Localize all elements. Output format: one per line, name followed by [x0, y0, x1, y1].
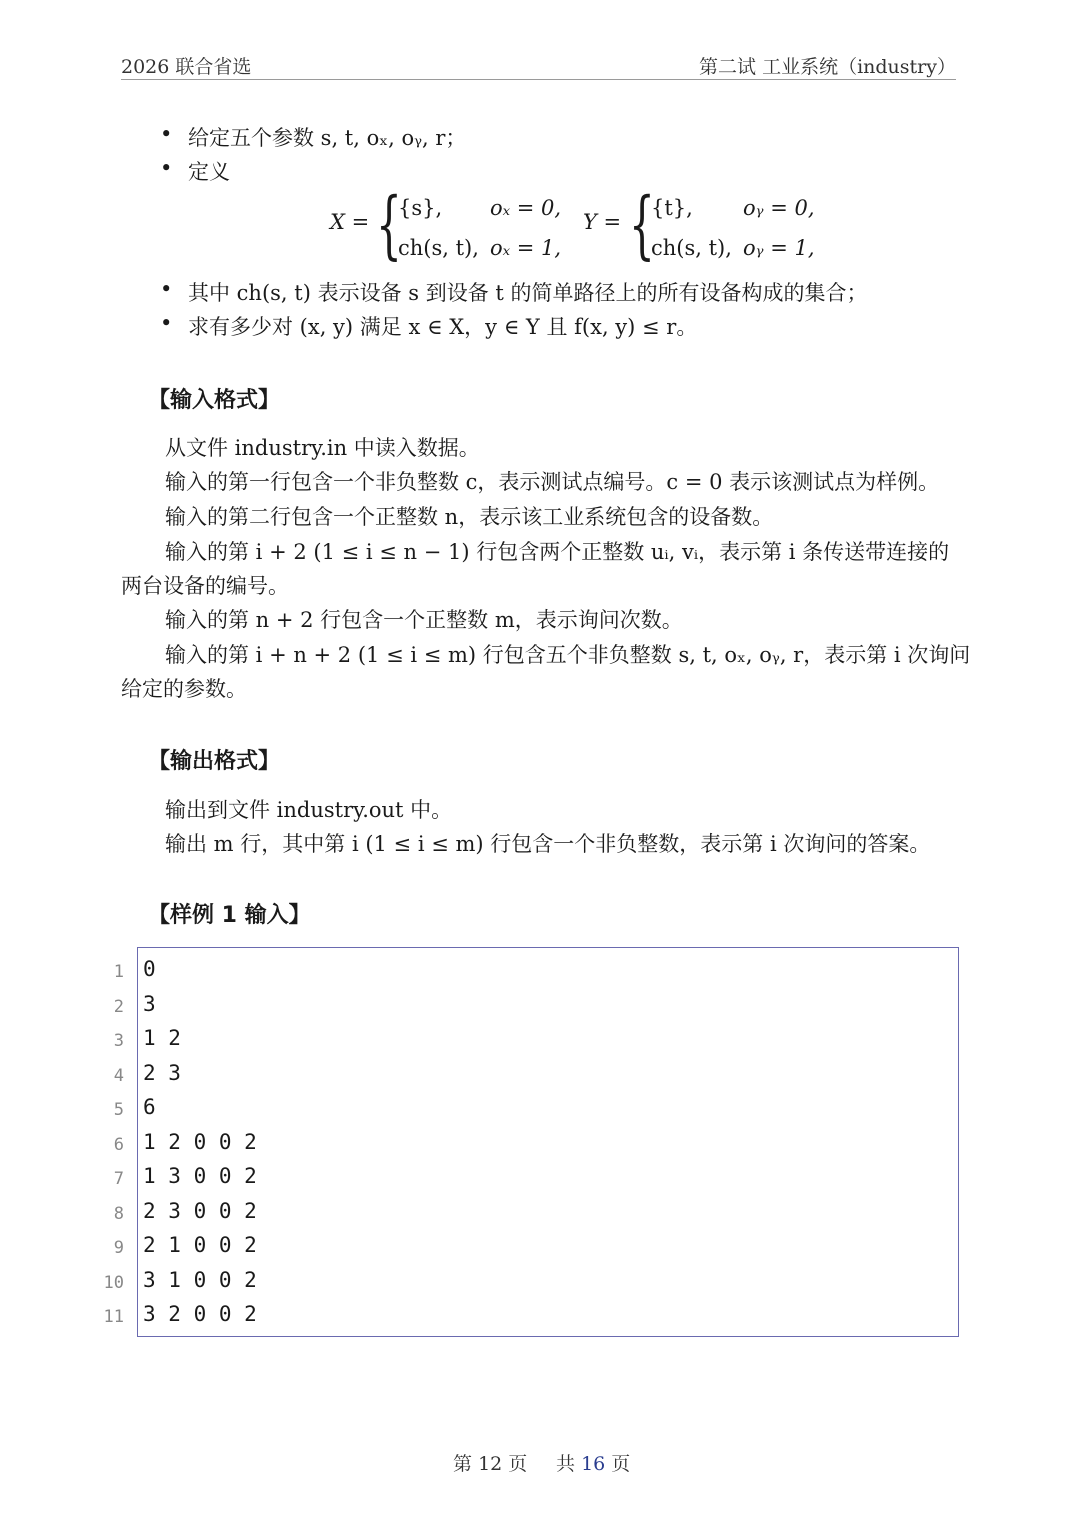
- sample-input-title: 【样例 1 输入】: [148, 903, 311, 928]
- code-line: 3 2 0 0 2: [143, 1302, 257, 1326]
- page-prefix: 第: [453, 1453, 473, 1475]
- formula-x-case2-condition: oₓ = 1,: [490, 236, 562, 260]
- formula-x-brace: {: [376, 182, 402, 268]
- code-line: 1 2 0 0 2: [143, 1130, 257, 1154]
- line-number: 4: [113, 1066, 124, 1086]
- input-format-p5: 输入的第 n + 2 行包含一个正整数 m，表示询问次数。: [165, 608, 683, 632]
- code-line: 2 3 0 0 2: [143, 1199, 257, 1223]
- line-number: 6: [113, 1135, 124, 1155]
- total-suffix: 页: [611, 1453, 631, 1475]
- output-format-p2: 输出 m 行，其中第 i (1 ≤ i ≤ m) 行包含一个非负整数，表示第 i 次询问的答案。: [165, 832, 931, 856]
- line-number: 8: [113, 1204, 124, 1224]
- header-divider: [121, 79, 956, 80]
- bullet-list: [160, 122, 466, 190]
- line-number: 3: [113, 1031, 124, 1051]
- input-format-p6: 输入的第 i + n + 2 (1 ≤ i ≤ m) 行包含五个非负整数 s, t, oₓ, oᵧ, r，表示第 i 次询问: [165, 643, 971, 667]
- formula-y-case2-condition: oᵧ = 1,: [743, 236, 815, 260]
- output-format-title: 【输出格式】: [148, 749, 281, 774]
- code-line: 0: [143, 957, 156, 981]
- sample-input-code-box: [137, 947, 959, 1337]
- line-number: 2: [113, 997, 124, 1017]
- input-format-p4: 输入的第 i + 2 (1 ≤ i ≤ n − 1) 行包含两个正整数 uᵢ, vᵢ，表示第 i 条传送带连接的: [165, 540, 950, 564]
- code-line: 6: [143, 1095, 156, 1119]
- bullet-count-pairs: • 求有多少对 (x, y) 满足 x ∈ X，y ∈ Y 且 f(x, y) ≤ r。: [160, 311, 697, 341]
- input-format-p4-continued: 两台设备的编号。: [121, 574, 289, 598]
- line-number: 10: [103, 1273, 124, 1293]
- formula-x-case1-value: {s},: [398, 196, 443, 220]
- formula-y-brace: {: [629, 182, 655, 268]
- header-problem-title: 第二试 工业系统（industry）: [699, 56, 956, 78]
- bullet-definition: • 定义: [160, 156, 466, 190]
- header-contest-title: 2026 联合省选: [121, 56, 252, 78]
- code-line: 3 1 0 0 2: [143, 1268, 257, 1292]
- bullet-parameters: • 给定五个参数 s, t, oₓ, oᵧ, r；: [160, 122, 466, 156]
- code-line: 2 1 0 0 2: [143, 1233, 257, 1257]
- formula-x-case2-value: ch(s, t),: [398, 236, 479, 260]
- total-prefix: 共: [556, 1453, 576, 1475]
- page-current: 12: [478, 1453, 503, 1475]
- line-number: 1: [113, 962, 124, 982]
- formula-y-case1-condition: oᵧ = 0,: [743, 196, 815, 220]
- formula-y-lhs: Y =: [583, 210, 622, 234]
- code-line: 1 3 0 0 2: [143, 1164, 257, 1188]
- total-pages: 16: [581, 1453, 606, 1475]
- input-format-p1: 从文件 industry.in 中读入数据。: [165, 436, 480, 460]
- page-suffix: 页: [508, 1453, 528, 1475]
- formula-x-case1-condition: oₓ = 0,: [490, 196, 562, 220]
- input-format-title: 【输入格式】: [148, 388, 281, 413]
- output-format-p1: 输出到文件 industry.out 中。: [165, 798, 453, 822]
- code-line: 1 2: [143, 1026, 181, 1050]
- input-format-p2: 输入的第一行包含一个非负整数 c，表示测试点编号。c = 0 表示该测试点为样例。: [165, 470, 940, 494]
- code-line: 3: [143, 992, 156, 1016]
- line-number: 5: [113, 1100, 124, 1120]
- page-total: [556, 1449, 630, 1476]
- input-format-p3: 输入的第二行包含一个正整数 n，表示该工业系统包含的设备数。: [165, 505, 774, 529]
- input-format-p6-continued: 给定的参数。: [121, 677, 247, 701]
- formula-x-lhs: X =: [330, 210, 370, 234]
- formula-y-case2-value: ch(s, t),: [651, 236, 732, 260]
- formula-y-case1-value: {t},: [651, 196, 693, 220]
- line-number: 9: [113, 1238, 124, 1258]
- line-number: 11: [103, 1307, 124, 1327]
- line-number: 7: [113, 1169, 124, 1189]
- code-line: 2 3: [143, 1061, 181, 1085]
- page-number: [453, 1449, 527, 1476]
- bullet-ch-definition: • 其中 ch(s, t) 表示设备 s 到设备 t 的简单路径上的所有设备构成的集合；: [160, 277, 868, 307]
